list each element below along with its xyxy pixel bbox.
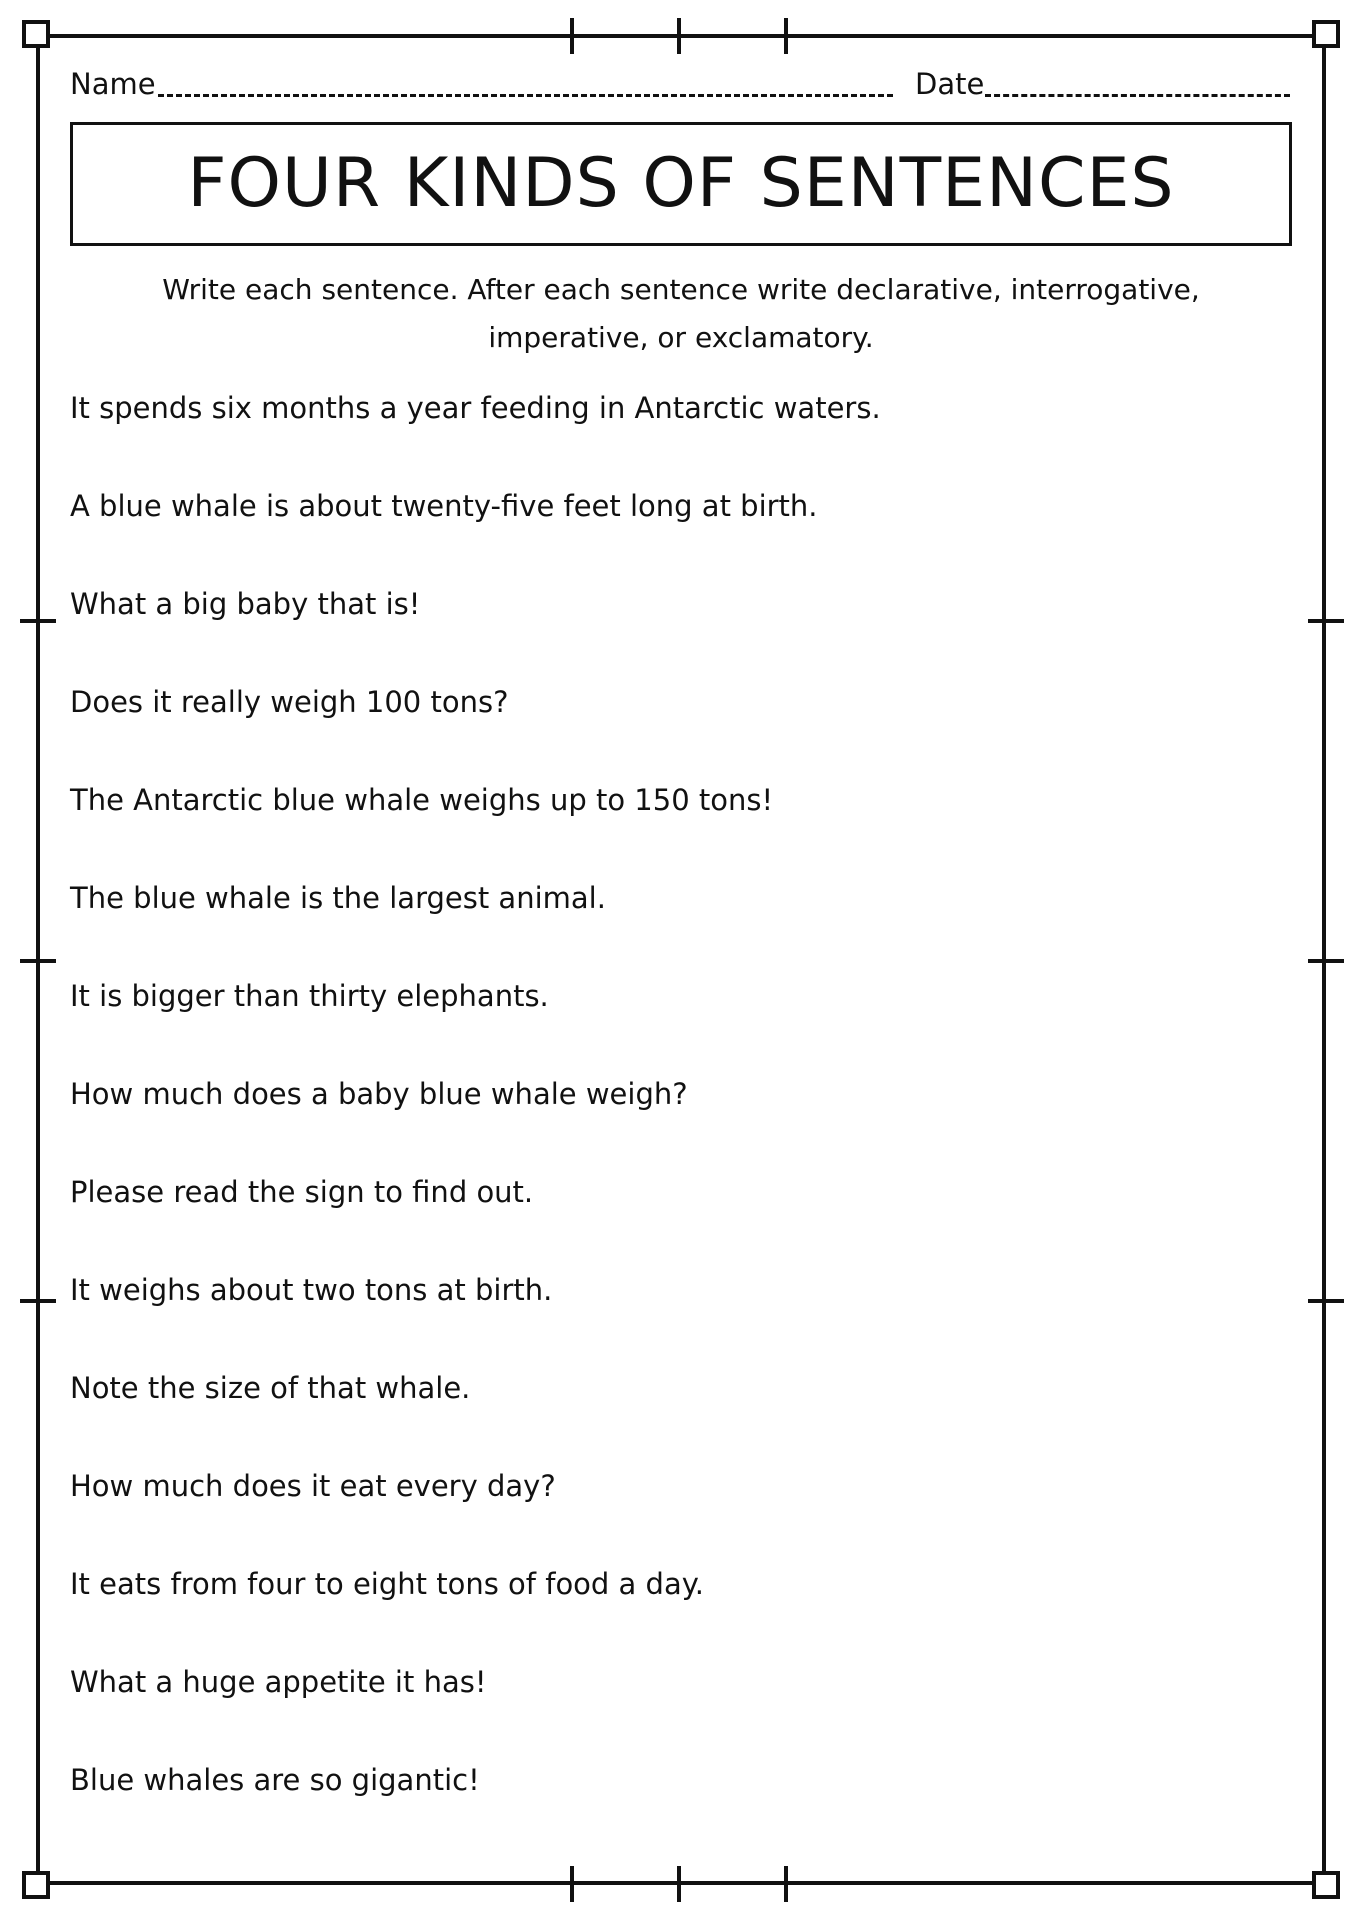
sentence-item: What a big baby that is!	[70, 587, 421, 621]
instructions: Write each sentence. After each sentence write declarative, interrogative, imperative, or exclamatory.	[162, 273, 1200, 354]
name-date-line	[70, 64, 1292, 104]
border-tick-left	[20, 959, 56, 963]
date-label: Date	[915, 67, 985, 101]
sentence-item: The blue whale is the largest animal.	[70, 881, 606, 915]
sentence-item: How much does it eat every day?	[70, 1469, 556, 1503]
border-tick-top	[677, 18, 681, 54]
border-tick-right	[1308, 619, 1344, 623]
sentence-item: How much does a baby blue whale weigh?	[70, 1077, 688, 1111]
corner-square-bottom-right	[1312, 1871, 1340, 1899]
border-tick-bottom	[677, 1866, 681, 1902]
name-blank-field[interactable]	[158, 94, 893, 97]
corner-square-bottom-left	[22, 1871, 50, 1899]
border-tick-bottom	[570, 1866, 574, 1902]
border-tick-top	[784, 18, 788, 54]
sentence-item: A blue whale is about twenty-five feet long at birth.	[70, 489, 818, 523]
page-title: FOUR KINDS OF SENTENCES	[70, 122, 1292, 246]
sentence-item: Please read the sign to find out.	[70, 1175, 534, 1209]
sentence-item: Does it really weigh 100 tons?	[70, 685, 509, 719]
border-tick-top	[570, 18, 574, 54]
sentence-list	[70, 388, 1270, 1858]
sentence-item: The Antarctic blue whale weighs up to 150 tons!	[70, 783, 774, 817]
corner-square-top-left	[22, 20, 50, 48]
name-label: Name	[70, 67, 156, 101]
border-tick-left	[20, 1299, 56, 1303]
border-tick-left	[20, 619, 56, 623]
sentence-item: What a huge appetite it has!	[70, 1665, 487, 1699]
sentence-item: It is bigger than thirty elephants.	[70, 979, 549, 1013]
sentence-item: Note the size of that whale.	[70, 1371, 471, 1405]
sentence-item: It spends six months a year feeding in Antarctic waters.	[70, 391, 881, 425]
sentence-item: It weighs about two tons at birth.	[70, 1273, 553, 1307]
border-tick-right	[1308, 1299, 1344, 1303]
date-blank-field[interactable]	[985, 94, 1290, 97]
sentence-item: It eats from four to eight tons of food a day.	[70, 1567, 704, 1601]
corner-square-top-right	[1312, 20, 1340, 48]
border-tick-bottom	[784, 1866, 788, 1902]
border-tick-right	[1308, 959, 1344, 963]
sentence-item: Blue whales are so gigantic!	[70, 1763, 480, 1797]
